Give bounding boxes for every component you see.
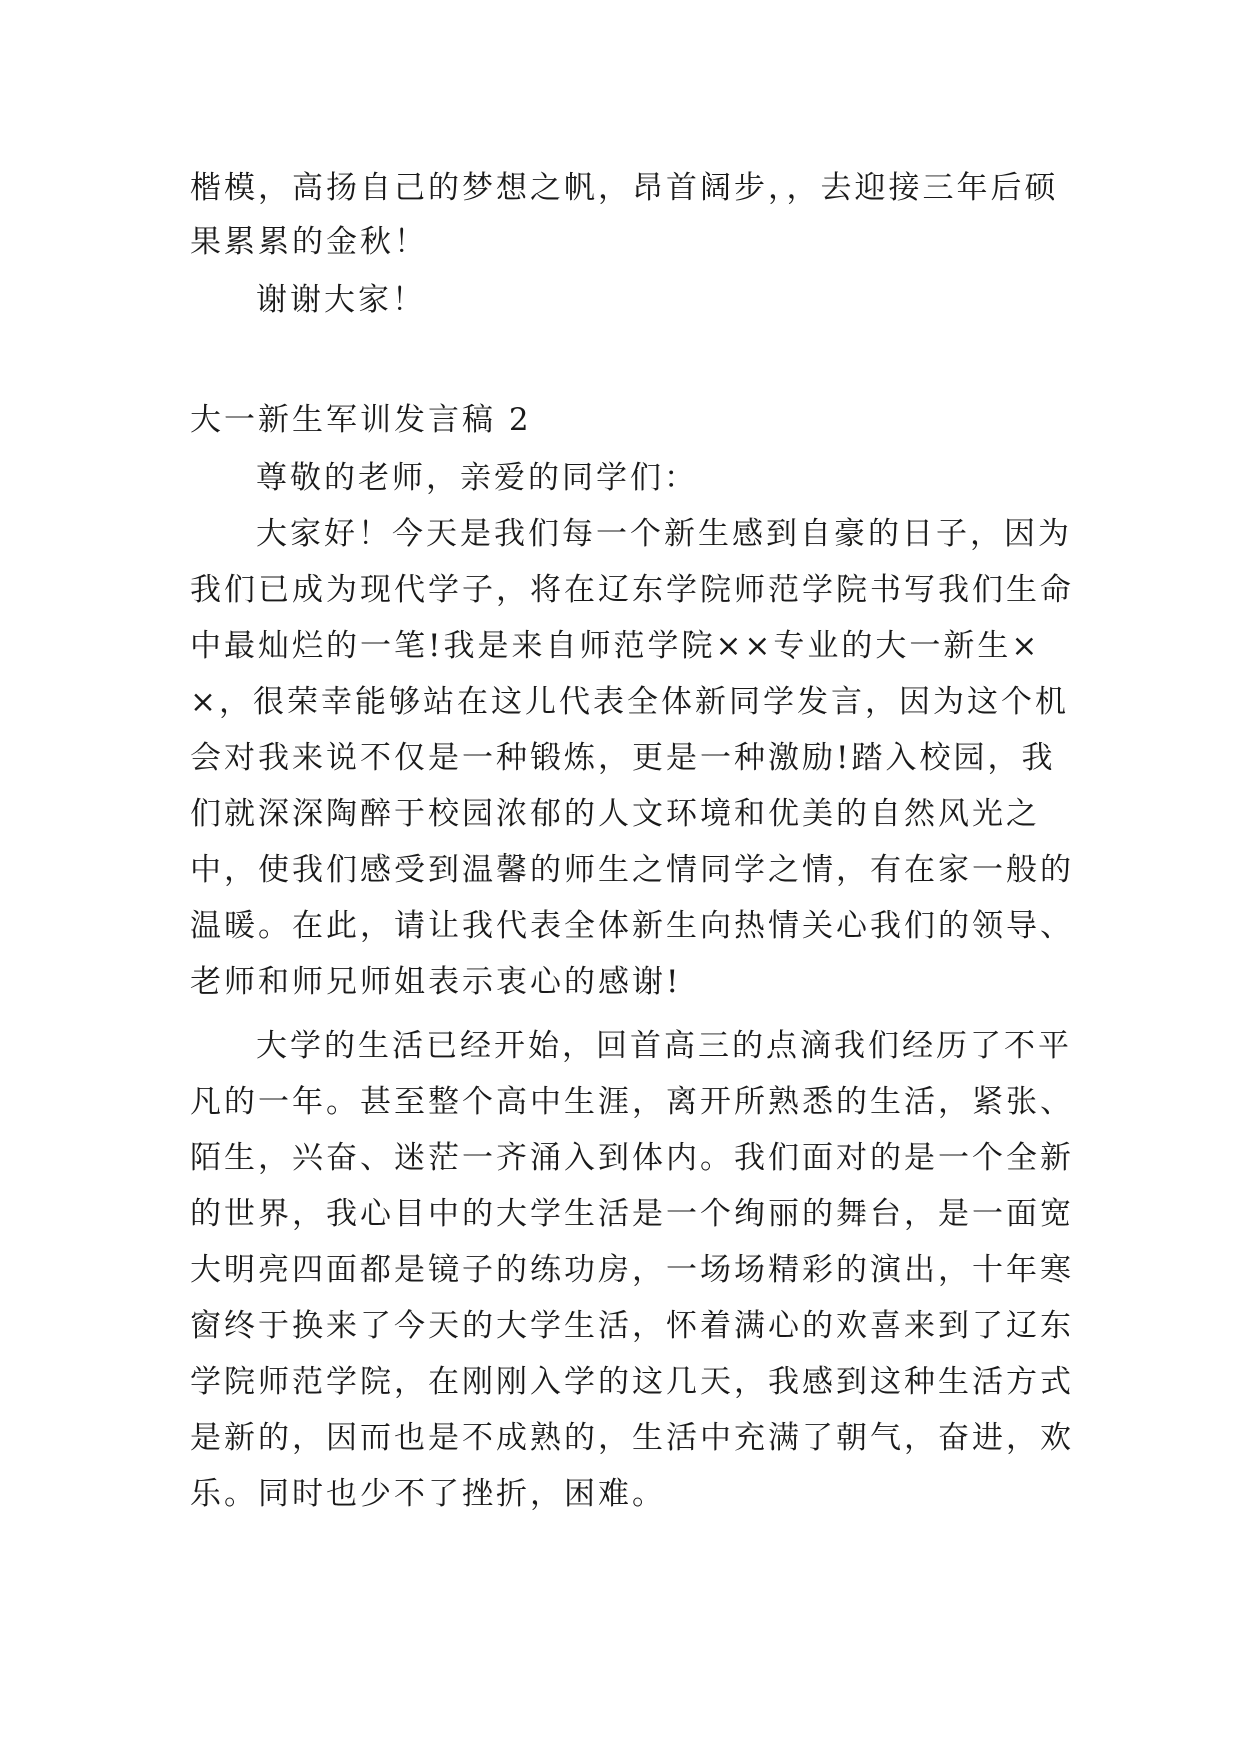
paragraph-2-line: 是新的，因而也是不成熟的，生活中充满了朝气，奋进，欢 xyxy=(190,1420,1074,1456)
paragraph-1-line: 们就深深陶醉于校园浓郁的人文环境和优美的自然风光之 xyxy=(190,796,1040,832)
paragraph-2-line: 窗终于换来了今天的大学生活，怀着满心的欢喜来到了辽东 xyxy=(190,1308,1074,1344)
paragraph-2-line: 大学的生活已经开始，回首高三的点滴我们经历了不平 xyxy=(256,1028,1072,1064)
paragraph-2-line: 乐。同时也少不了挫折，困难。 xyxy=(190,1476,666,1512)
intro-line-1: 楷模，高扬自己的梦想之帆，昂首阔步，，去迎接三年后硕 xyxy=(190,170,1059,206)
closing-text: 谢谢大家！ xyxy=(256,282,426,318)
paragraph-2-line: 的世界，我心目中的大学生活是一个绚丽的舞台，是一面宽 xyxy=(190,1196,1074,1232)
paragraph-1-line: 中，使我们感受到温馨的师生之情同学之情，有在家一般的 xyxy=(190,852,1074,888)
paragraph-2-line: 学院师范学院，在刚刚入学的这几天，我感到这种生活方式 xyxy=(190,1364,1074,1400)
paragraph-1-line: 我们已成为现代学子，将在辽东学院师范学院书写我们生命 xyxy=(190,572,1074,608)
paragraph-1-line: 老师和师兄师姐表示衷心的感谢! xyxy=(190,964,682,1000)
intro-line-2: 果累累的金秋！ xyxy=(190,224,428,260)
paragraph-1-line: 会对我来说不仅是一种锻炼，更是一种激励!踏入校园，我 xyxy=(190,740,1056,776)
paragraph-1-line: 大家好！今天是我们每一个新生感到自豪的日子，因为 xyxy=(256,516,1072,552)
paragraph-1-line: 温暖。在此，请让我代表全体新生向热情关心我们的领导、 xyxy=(190,908,1074,944)
paragraph-1-line: ×，很荣幸能够站在这儿代表全体新同学发言，因为这个机 xyxy=(190,684,1069,720)
paragraph-2-line: 大明亮四面都是镜子的练功房，一场场精彩的演出，十年寒 xyxy=(190,1252,1074,1288)
paragraph-2-line: 凡的一年。甚至整个高中生涯，离开所熟悉的生活，紧张、 xyxy=(190,1084,1074,1120)
paragraph-2-line: 陌生，兴奋、迷茫一齐涌入到体内。我们面对的是一个全新 xyxy=(190,1140,1074,1176)
section-title: 大一新生军训发言稿 2 xyxy=(190,402,532,438)
paragraph-1-line: 中最灿烂的一笔!我是来自师范学院××专业的大一新生× xyxy=(190,628,1041,664)
salutation: 尊敬的老师，亲爱的同学们： xyxy=(256,460,698,496)
